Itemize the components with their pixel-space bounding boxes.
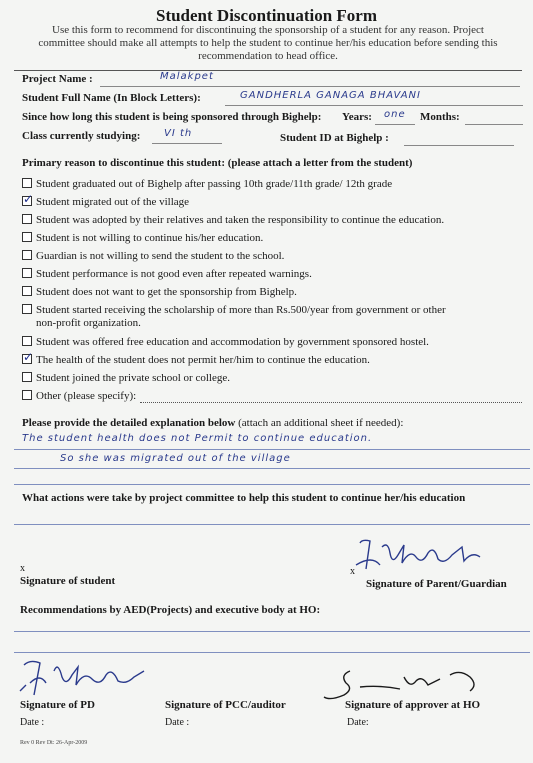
pcc-signature-label: Signature of PCC/auditor: [165, 699, 286, 711]
checkbox-checked[interactable]: [22, 192, 34, 206]
pd-signature-scribble: [14, 655, 154, 700]
revision-footer: Rev 0 Rev Dt: 26-Apr-2009: [20, 740, 88, 746]
checkbox[interactable]: [22, 286, 32, 296]
checkbox-checked[interactable]: [22, 350, 34, 364]
project-name-label: Project Name :: [22, 73, 93, 85]
form-title: Student Discontinuation Form: [155, 6, 378, 25]
check-mark-icon: ✓: [23, 192, 34, 206]
checkbox[interactable]: [22, 336, 32, 346]
student-name-value[interactable]: GANDHERLA GANAGA BHAVANI: [240, 90, 421, 101]
explanation-line-1[interactable]: The student health does not Permit to continue education.: [22, 433, 373, 444]
checkbox[interactable]: [22, 390, 32, 400]
reason-option-performance[interactable]: Student performance is not good even after repeated warnings.: [22, 268, 312, 280]
form-intro: Use this form to recommend for discontinuing the sponsorship of a student for any reason. Project committee should make all attempts to help the student to continue her/his education before sending this recommendation to head office.: [38, 24, 498, 62]
reason-option-graduated[interactable]: Student graduated out of Bighelp after passing 10th grade/11th grade/ 12th grade: [22, 178, 392, 190]
approver-signature-label: Signature of approver at HO: [345, 699, 481, 711]
reason-option-scholarship-cont: non-profit organization.: [36, 317, 141, 329]
reason-option-migrated[interactable]: ✓ Student migrated out of the village: [23, 192, 190, 208]
class-label: Class currently studying:: [22, 130, 141, 142]
student-name-label: Student Full Name (In Block Letters):: [22, 92, 201, 104]
parent-signature-scribble: [352, 535, 512, 575]
explanation-line-2[interactable]: So she was migrated out of the village: [60, 453, 291, 464]
reason-option-other[interactable]: Other (please specify):: [22, 390, 136, 402]
reason-option-no-sponsorship[interactable]: Student does not want to get the sponsorship from Bighelp.: [22, 286, 297, 298]
explanation-label: Please provide the detailed explanation below (attach an additional sheet if needed):: [22, 417, 404, 429]
pd-date-label: Date :: [20, 717, 45, 728]
checkbox[interactable]: [22, 178, 32, 188]
checkbox[interactable]: [22, 232, 32, 242]
reason-option-not-willing[interactable]: Student is not willing to continue his/her education.: [22, 232, 263, 244]
reason-option-hostel[interactable]: Student was offered free education and accommodation by government sponsored hostel.: [22, 336, 429, 348]
years-label: Years:: [342, 111, 372, 123]
reason-option-adopted[interactable]: Student was adopted by their relatives and taken the responsibility to continue the education.: [22, 214, 444, 226]
reason-heading: Primary reason to discontinue this student: (please attach a letter from the student): [22, 157, 413, 169]
reason-option-health[interactable]: ✓ The health of the student does not permit her/him to continue the education.: [23, 350, 370, 366]
class-value[interactable]: VI th: [164, 128, 193, 139]
project-name-value[interactable]: Malakpet: [160, 71, 214, 82]
checkbox[interactable]: [22, 214, 32, 224]
recommendations-label: Recommendations by AED(Projects) and executive body at HO:: [20, 604, 321, 616]
checkbox[interactable]: [22, 304, 32, 314]
years-value[interactable]: one: [384, 109, 406, 120]
approver-date-label: Date:: [347, 717, 369, 728]
student-id-label: Student ID at Bighelp :: [280, 132, 389, 144]
pcc-date-label: Date :: [165, 717, 190, 728]
parent-signature-label: Signature of Parent/Guardian: [366, 578, 507, 590]
student-signature-label: Signature of student: [20, 575, 116, 587]
checkbox[interactable]: [22, 250, 32, 260]
pd-signature-label: Signature of PD: [20, 699, 95, 711]
actions-label: What actions were take by project committee to help this student to continue her/his education: [22, 492, 466, 504]
reason-option-guardian[interactable]: Guardian is not willing to send the student to the school.: [22, 250, 284, 262]
sponsored-since-label: Since how long this student is being sponsored through Bighelp:: [22, 111, 322, 123]
parent-sign-x: x: [350, 566, 355, 577]
reason-option-scholarship[interactable]: Student started receiving the scholarship of more than Rs.500/year from government or other: [22, 304, 446, 316]
checkbox[interactable]: [22, 372, 32, 382]
months-label: Months:: [420, 111, 460, 123]
student-sign-x: x: [20, 563, 25, 574]
reason-option-private-school[interactable]: Student joined the private school or college.: [22, 372, 230, 384]
check-mark-icon: ✓: [23, 350, 34, 364]
checkbox[interactable]: [22, 268, 32, 278]
